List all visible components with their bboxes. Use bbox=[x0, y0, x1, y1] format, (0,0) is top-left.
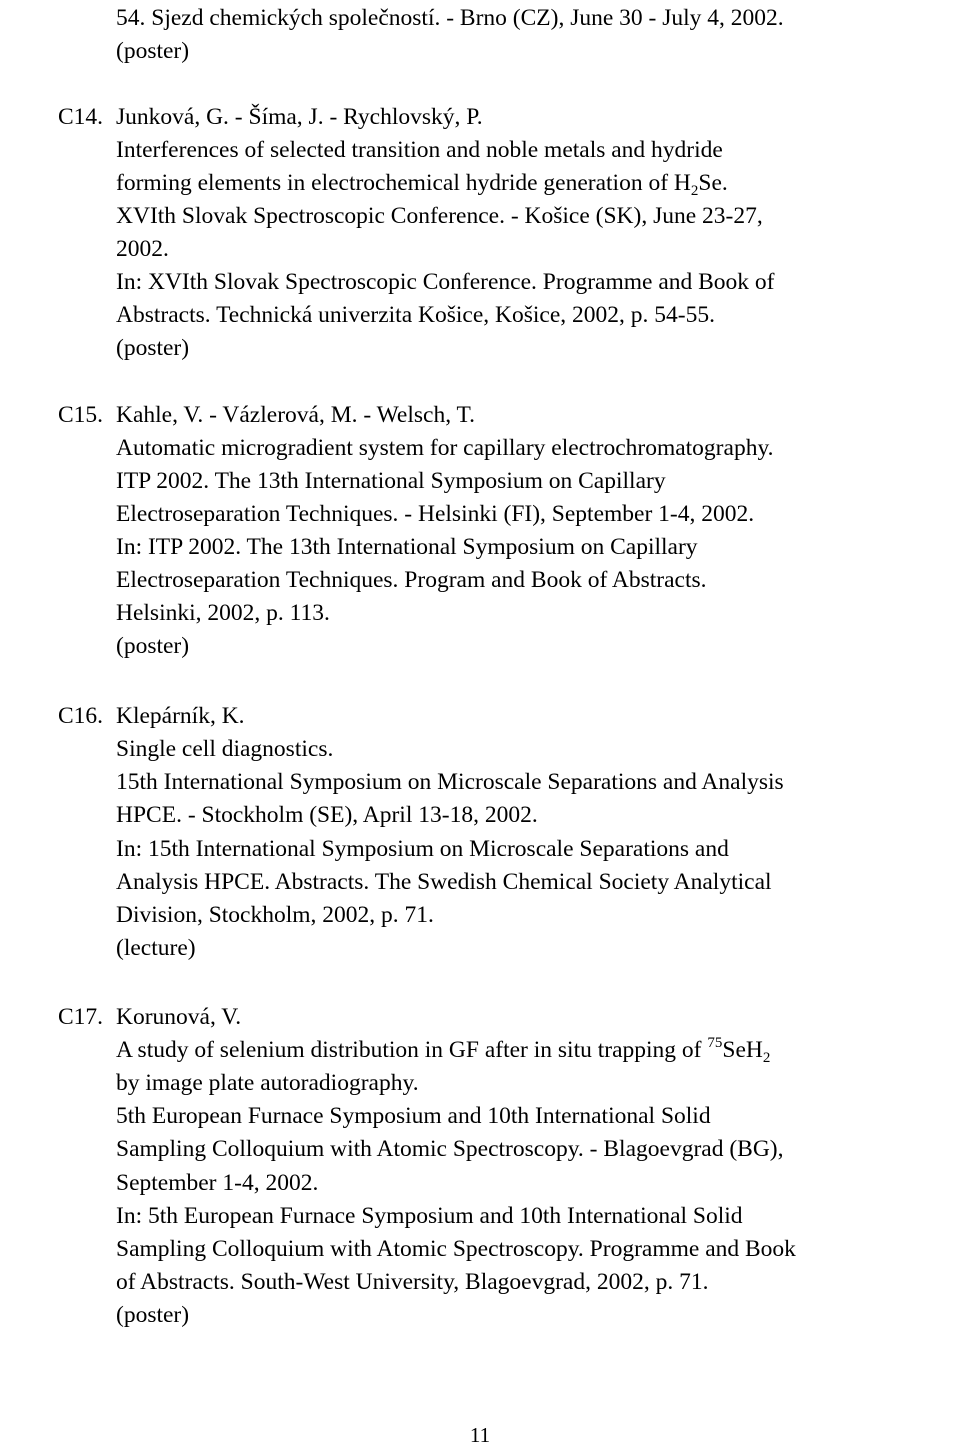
entry-line: 5th European Furnace Symposium and 10th International Solid bbox=[116, 1103, 711, 1129]
entry-line: HPCE. - Stockholm (SE), April 13-18, 2002. bbox=[116, 802, 538, 828]
title-text: SeH bbox=[722, 1037, 763, 1063]
entry-line: Helsinki, 2002, p. 113. bbox=[116, 600, 330, 626]
page-number: 11 bbox=[469, 1423, 491, 1447]
entry-line: of Abstracts. South-West University, Blagoevgrad, 2002, p. 71. bbox=[116, 1269, 709, 1295]
entry-line: Sampling Colloquium with Atomic Spectroscopy. - Blagoevgrad (BG), bbox=[116, 1136, 784, 1162]
title-text: forming elements in electrochemical hydride generation of H bbox=[116, 170, 691, 196]
subscript: 2 bbox=[690, 183, 699, 199]
entry-title: Interferences of selected transition and noble metals and hydride bbox=[116, 137, 723, 163]
entry-title bbox=[116, 167, 728, 200]
entry-authors: Junková, G. - Šíma, J. - Rychlovský, P. bbox=[116, 104, 483, 130]
entry-line: Analysis HPCE. Abstracts. The Swedish Chemical Society Analytical bbox=[116, 869, 772, 895]
entry-line: In: 15th International Symposium on Microscale Separations and bbox=[116, 836, 729, 862]
entry-line: In: XVIth Slovak Spectroscopic Conference. Programme and Book of bbox=[116, 269, 775, 295]
entry-authors: Klepárník, K. bbox=[116, 703, 245, 729]
entry-type: (poster) bbox=[116, 335, 190, 361]
entry-title: by image plate autoradiography. bbox=[116, 1070, 419, 1096]
entry-line: 15th International Symposium on Microscale Separations and Analysis bbox=[116, 769, 784, 795]
prev-entry-line: (poster) bbox=[116, 38, 190, 64]
entry-title: Automatic microgradient system for capillary electrochromatography. bbox=[116, 435, 774, 461]
entry-title: Single cell diagnostics. bbox=[116, 736, 334, 762]
entry-line: September 1-4, 2002. bbox=[116, 1170, 319, 1196]
entry-line: ITP 2002. The 13th International Symposium on Capillary bbox=[116, 468, 666, 494]
entry-line: Sampling Colloquium with Atomic Spectroscopy. Programme and Book bbox=[116, 1236, 796, 1262]
entry-line: Division, Stockholm, 2002, p. 71. bbox=[116, 902, 434, 928]
entry-code: C17. bbox=[58, 1004, 104, 1030]
entry-line: Abstracts. Technická univerzita Košice, Košice, 2002, p. 54-55. bbox=[116, 302, 715, 328]
entry-type: (lecture) bbox=[116, 935, 196, 961]
entry-code: C16. bbox=[58, 703, 104, 729]
entry-type: (poster) bbox=[116, 633, 190, 659]
entry-title bbox=[116, 1034, 770, 1067]
prev-entry-line: 54. Sjezd chemických společností. - Brno (CZ), June 30 - July 4, 2002. bbox=[116, 5, 784, 31]
subscript: 2 bbox=[762, 1050, 771, 1066]
entry-line: Electroseparation Techniques. - Helsinki (FI), September 1-4, 2002. bbox=[116, 501, 755, 527]
superscript: 75 bbox=[707, 1035, 723, 1051]
entry-code: C14. bbox=[58, 104, 104, 130]
entry-line: In: 5th European Furnace Symposium and 10th International Solid bbox=[116, 1203, 743, 1229]
entry-authors: Korunová, V. bbox=[116, 1004, 242, 1030]
title-text: Se. bbox=[698, 170, 728, 196]
entry-line: In: ITP 2002. The 13th International Symposium on Capillary bbox=[116, 534, 698, 560]
entry-line: XVIth Slovak Spectroscopic Conference. - Košice (SK), June 23-27, bbox=[116, 203, 763, 229]
title-text: A study of selenium distribution in GF after in situ trapping of bbox=[116, 1037, 708, 1063]
entry-type: (poster) bbox=[116, 1302, 190, 1328]
entry-line: Electroseparation Techniques. Program and Book of Abstracts. bbox=[116, 567, 707, 593]
entry-code: C15. bbox=[58, 402, 104, 428]
entry-line: 2002. bbox=[116, 236, 169, 262]
entry-authors: Kahle, V. - Vázlerová, M. - Welsch, T. bbox=[116, 402, 476, 428]
